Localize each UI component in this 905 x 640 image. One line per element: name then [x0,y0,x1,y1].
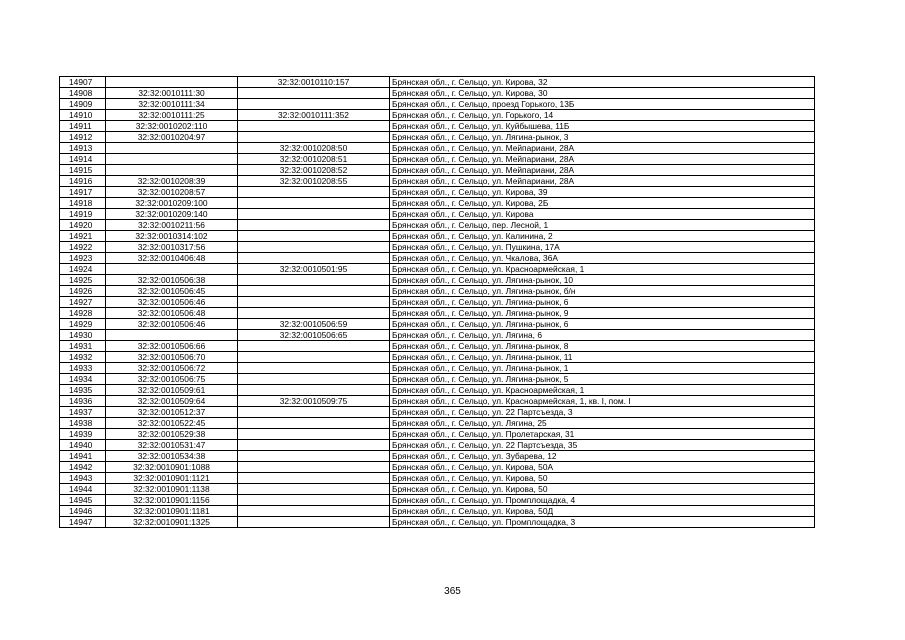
object-cadastral-number-cell: 32:32:0010208:50 [238,143,390,154]
address-cell: Брянская обл., г. Сельцо, ул. Лягина-рынок, 10 [390,275,815,286]
object-cadastral-number-cell [238,308,390,319]
address-cell: Брянская обл., г. Сельцо, ул. 22 Партсъезда, 35 [390,440,815,451]
record-number-cell: 14907 [60,77,106,88]
cadastral-number-cell: 32:32:0010522:45 [106,418,238,429]
address-cell: Брянская обл., г. Сельцо, ул. Лягина-рынок, 6 [390,297,815,308]
cadastral-number-cell: 32:32:0010317:56 [106,242,238,253]
table-row [60,110,815,121]
table-row [60,308,815,319]
record-number-cell: 14909 [60,99,106,110]
record-number-cell: 14912 [60,132,106,143]
record-number-cell: 14933 [60,363,106,374]
table-row [60,352,815,363]
table-row [60,88,815,99]
address-cell: Брянская обл., г. Сельцо, ул. Кирова [390,209,815,220]
object-cadastral-number-cell [238,121,390,132]
object-cadastral-number-cell [238,385,390,396]
table-row [60,374,815,385]
table-row [60,209,815,220]
cadastral-number-cell: 32:32:0010506:75 [106,374,238,385]
table-row [60,330,815,341]
address-cell: Брянская обл., г. Сельцо, ул. Лягина-рынок, 11 [390,352,815,363]
object-cadastral-number-cell [238,440,390,451]
cadastral-number-cell: 32:32:0010314:102 [106,231,238,242]
cadastral-number-cell: 32:32:0010506:46 [106,297,238,308]
table-row [60,407,815,418]
cadastral-number-cell: 32:32:0010111:25 [106,110,238,121]
object-cadastral-number-cell [238,495,390,506]
cadastral-number-cell [106,77,238,88]
cadastral-number-cell: 32:32:0010512:37 [106,407,238,418]
address-cell: Брянская обл., г. Сельцо, ул. Мейпариани, 28А [390,154,815,165]
address-cell: Брянская обл., г. Сельцо, ул. Кирова, 50 [390,484,815,495]
address-cell: Брянская обл., г. Сельцо, ул. Промплощадка, 4 [390,495,815,506]
object-cadastral-number-cell [238,451,390,462]
address-cell: Брянская обл., г. Сельцо, ул. Пушкина, 17А [390,242,815,253]
address-cell: Брянская обл., г. Сельцо, ул. Пролетарская, 31 [390,429,815,440]
record-number-cell: 14930 [60,330,106,341]
cadastral-number-cell: 32:32:0010202:110 [106,121,238,132]
address-cell: Брянская обл., г. Сельцо, ул. Лягина-рынок, б/н [390,286,815,297]
address-cell: Брянская обл., г. Сельцо, ул. Кирова, 39 [390,187,815,198]
object-cadastral-number-cell [238,473,390,484]
object-cadastral-number-cell [238,253,390,264]
address-cell: Брянская обл., г. Сельцо, ул. Красноармейская, 1, кв. I, пом. I [390,396,815,407]
record-number-cell: 14916 [60,176,106,187]
cadastral-number-cell: 32:32:0010506:45 [106,286,238,297]
address-cell: Брянская обл., г. Сельцо, ул. Кирова, 2Б [390,198,815,209]
cadastral-number-cell: 32:32:0010506:38 [106,275,238,286]
table-row [60,77,815,88]
address-cell: Брянская обл., г. Сельцо, ул. Лягина-рынок, 8 [390,341,815,352]
cadastral-number-cell: 32:32:0010506:48 [106,308,238,319]
table-row [60,187,815,198]
address-cell: Брянская обл., г. Сельцо, ул. Красноармейская, 1 [390,264,815,275]
cadastral-number-cell: 32:32:0010208:57 [106,187,238,198]
cadastral-number-cell: 32:32:0010506:70 [106,352,238,363]
table-row [60,253,815,264]
address-cell: Брянская обл., г. Сельцо, ул. Лягина, 6 [390,330,815,341]
table-row [60,275,815,286]
address-cell: Брянская обл., г. Сельцо, ул. Лягина, 25 [390,418,815,429]
table-row [60,429,815,440]
address-cell: Брянская обл., г. Сельцо, проезд Горького, 13Б [390,99,815,110]
object-cadastral-number-cell: 32:32:0010501:95 [238,264,390,275]
object-cadastral-number-cell [238,286,390,297]
object-cadastral-number-cell [238,352,390,363]
address-cell: Брянская обл., г. Сельцо, ул. 22 Партсъезда, 3 [390,407,815,418]
cadastral-number-cell: 32:32:0010204:97 [106,132,238,143]
table-row [60,341,815,352]
object-cadastral-number-cell [238,242,390,253]
table-row [60,231,815,242]
table-row [60,143,815,154]
record-number-cell: 14929 [60,319,106,330]
record-number-cell: 14923 [60,253,106,264]
object-cadastral-number-cell: 32:32:0010208:52 [238,165,390,176]
record-number-cell: 14946 [60,506,106,517]
record-number-cell: 14939 [60,429,106,440]
record-number-cell: 14913 [60,143,106,154]
cadastral-number-cell: 32:32:0010208:39 [106,176,238,187]
object-cadastral-number-cell [238,484,390,495]
address-cell: Брянская обл., г. Сельцо, ул. Мейпариани, 28А [390,165,815,176]
cadastral-number-cell: 32:32:0010211:56 [106,220,238,231]
record-number-cell: 14941 [60,451,106,462]
address-cell: Брянская обл., г. Сельцо, ул. Мейпариани, 28А [390,176,815,187]
record-number-cell: 14917 [60,187,106,198]
cadastral-number-cell: 32:32:0010531:47 [106,440,238,451]
address-cell: Брянская обл., г. Сельцо, ул. Чкалова, 36А [390,253,815,264]
record-number-cell: 14914 [60,154,106,165]
cadastral-number-cell [106,330,238,341]
address-cell: Брянская обл., г. Сельцо, ул. Кирова, 32 [390,77,815,88]
address-cell: Брянская обл., г. Сельцо, ул. Лягина-рынок, 3 [390,132,815,143]
table-row [60,319,815,330]
table-row [60,451,815,462]
table-row [60,385,815,396]
object-cadastral-number-cell: 32:32:0010110:157 [238,77,390,88]
record-number-cell: 14918 [60,198,106,209]
address-cell: Брянская обл., г. Сельцо, ул. Кирова, 30 [390,88,815,99]
object-cadastral-number-cell [238,462,390,473]
cadastral-number-cell [106,264,238,275]
record-number-cell: 14927 [60,297,106,308]
address-cell: Брянская обл., г. Сельцо, ул. Кирова, 50 [390,473,815,484]
record-number-cell: 14919 [60,209,106,220]
record-number-cell: 14935 [60,385,106,396]
table-row [60,517,815,528]
cadastral-number-cell: 32:32:0010509:61 [106,385,238,396]
record-number-cell: 14925 [60,275,106,286]
record-number-cell: 14947 [60,517,106,528]
address-cell: Брянская обл., г. Сельцо, пер. Лесной, 1 [390,220,815,231]
object-cadastral-number-cell: 32:32:0010208:55 [238,176,390,187]
cadastral-number-cell: 32:32:0010406:48 [106,253,238,264]
object-cadastral-number-cell [238,209,390,220]
table-row [60,121,815,132]
cadastral-number-cell: 32:32:0010534:38 [106,451,238,462]
cadastral-number-cell: 32:32:0010901:1325 [106,517,238,528]
object-cadastral-number-cell: 32:32:0010506:59 [238,319,390,330]
cadastral-number-cell: 32:32:0010111:34 [106,99,238,110]
cadastral-number-cell: 32:32:0010509:64 [106,396,238,407]
record-number-cell: 14936 [60,396,106,407]
table-row [60,132,815,143]
object-cadastral-number-cell [238,506,390,517]
cadastral-number-cell [106,154,238,165]
address-cell: Брянская обл., г. Сельцо, ул. Красноармейская, 1 [390,385,815,396]
object-cadastral-number-cell [238,132,390,143]
record-number-cell: 14908 [60,88,106,99]
cadastral-number-cell: 32:32:0010901:1121 [106,473,238,484]
table-row [60,198,815,209]
table-row [60,462,815,473]
record-number-cell: 14934 [60,374,106,385]
record-number-cell: 14922 [60,242,106,253]
cadastral-number-cell: 32:32:0010506:66 [106,341,238,352]
cadastral-number-cell [106,143,238,154]
table-row [60,363,815,374]
table-row [60,220,815,231]
table-row [60,176,815,187]
table-row [60,286,815,297]
table-row [60,154,815,165]
table-row [60,495,815,506]
address-cell: Брянская обл., г. Сельцо, ул. Кирова, 50А [390,462,815,473]
record-number-cell: 14926 [60,286,106,297]
page-number: 365 [444,586,461,597]
cadastral-number-cell: 32:32:0010901:1138 [106,484,238,495]
address-cell: Брянская обл., г. Сельцо, ул. Куйбышева, 11Б [390,121,815,132]
object-cadastral-number-cell [238,297,390,308]
cadastral-number-cell: 32:32:0010111:30 [106,88,238,99]
cadastral-number-cell: 32:32:0010209:140 [106,209,238,220]
object-cadastral-number-cell: 32:32:0010208:51 [238,154,390,165]
object-cadastral-number-cell: 32:32:0010111:352 [238,110,390,121]
table-row [60,440,815,451]
address-cell: Брянская обл., г. Сельцо, ул. Лягина-рынок, 6 [390,319,815,330]
cadastral-number-cell [106,165,238,176]
table-row [60,484,815,495]
object-cadastral-number-cell [238,517,390,528]
object-cadastral-number-cell [238,341,390,352]
cadastral-number-cell: 32:32:0010529:38 [106,429,238,440]
object-cadastral-number-cell [238,231,390,242]
object-cadastral-number-cell [238,187,390,198]
cadastral-number-cell: 32:32:0010506:46 [106,319,238,330]
address-cell: Брянская обл., г. Сельцо, ул. Калинина, 2 [390,231,815,242]
record-number-cell: 14920 [60,220,106,231]
record-number-cell: 14915 [60,165,106,176]
record-number-cell: 14937 [60,407,106,418]
object-cadastral-number-cell [238,99,390,110]
address-cell: Брянская обл., г. Сельцо, ул. Промплощадка, 3 [390,517,815,528]
cadastral-number-cell: 32:32:0010209:100 [106,198,238,209]
address-cell: Брянская обл., г. Сельцо, ул. Лягина-рынок, 1 [390,363,815,374]
object-cadastral-number-cell [238,407,390,418]
cadastral-number-cell: 32:32:0010901:1088 [106,462,238,473]
table-row [60,418,815,429]
table-row [60,165,815,176]
record-number-cell: 14911 [60,121,106,132]
object-cadastral-number-cell [238,418,390,429]
record-number-cell: 14931 [60,341,106,352]
registry-table-body [60,77,815,528]
cadastral-number-cell: 32:32:0010901:1181 [106,506,238,517]
record-number-cell: 14924 [60,264,106,275]
cadastral-number-cell: 32:32:0010901:1156 [106,495,238,506]
record-number-cell: 14943 [60,473,106,484]
object-cadastral-number-cell [238,88,390,99]
object-cadastral-number-cell [238,363,390,374]
object-cadastral-number-cell: 32:32:0010509:75 [238,396,390,407]
record-number-cell: 14928 [60,308,106,319]
table-row [60,99,815,110]
registry-table [59,76,815,528]
table-row [60,242,815,253]
record-number-cell: 14945 [60,495,106,506]
table-row [60,396,815,407]
table-row [60,506,815,517]
record-number-cell: 14921 [60,231,106,242]
object-cadastral-number-cell [238,220,390,231]
record-number-cell: 14944 [60,484,106,495]
cadastral-number-cell: 32:32:0010506:72 [106,363,238,374]
record-number-cell: 14940 [60,440,106,451]
address-cell: Брянская обл., г. Сельцо, ул. Мейпариани, 28А [390,143,815,154]
table-row [60,473,815,484]
address-cell: Брянская обл., г. Сельцо, ул. Лягина-рынок, 5 [390,374,815,385]
address-cell: Брянская обл., г. Сельцо, ул. Зубарева, 12 [390,451,815,462]
object-cadastral-number-cell [238,275,390,286]
record-number-cell: 14910 [60,110,106,121]
address-cell: Брянская обл., г. Сельцо, ул. Лягина-рынок, 9 [390,308,815,319]
record-number-cell: 14938 [60,418,106,429]
table-row [60,297,815,308]
address-cell: Брянская обл., г. Сельцо, ул. Кирова, 50Д [390,506,815,517]
table-row [60,264,815,275]
object-cadastral-number-cell [238,429,390,440]
object-cadastral-number-cell: 32:32:0010506:65 [238,330,390,341]
object-cadastral-number-cell [238,198,390,209]
record-number-cell: 14932 [60,352,106,363]
record-number-cell: 14942 [60,462,106,473]
address-cell: Брянская обл., г. Сельцо, ул. Горького, 14 [390,110,815,121]
object-cadastral-number-cell [238,374,390,385]
